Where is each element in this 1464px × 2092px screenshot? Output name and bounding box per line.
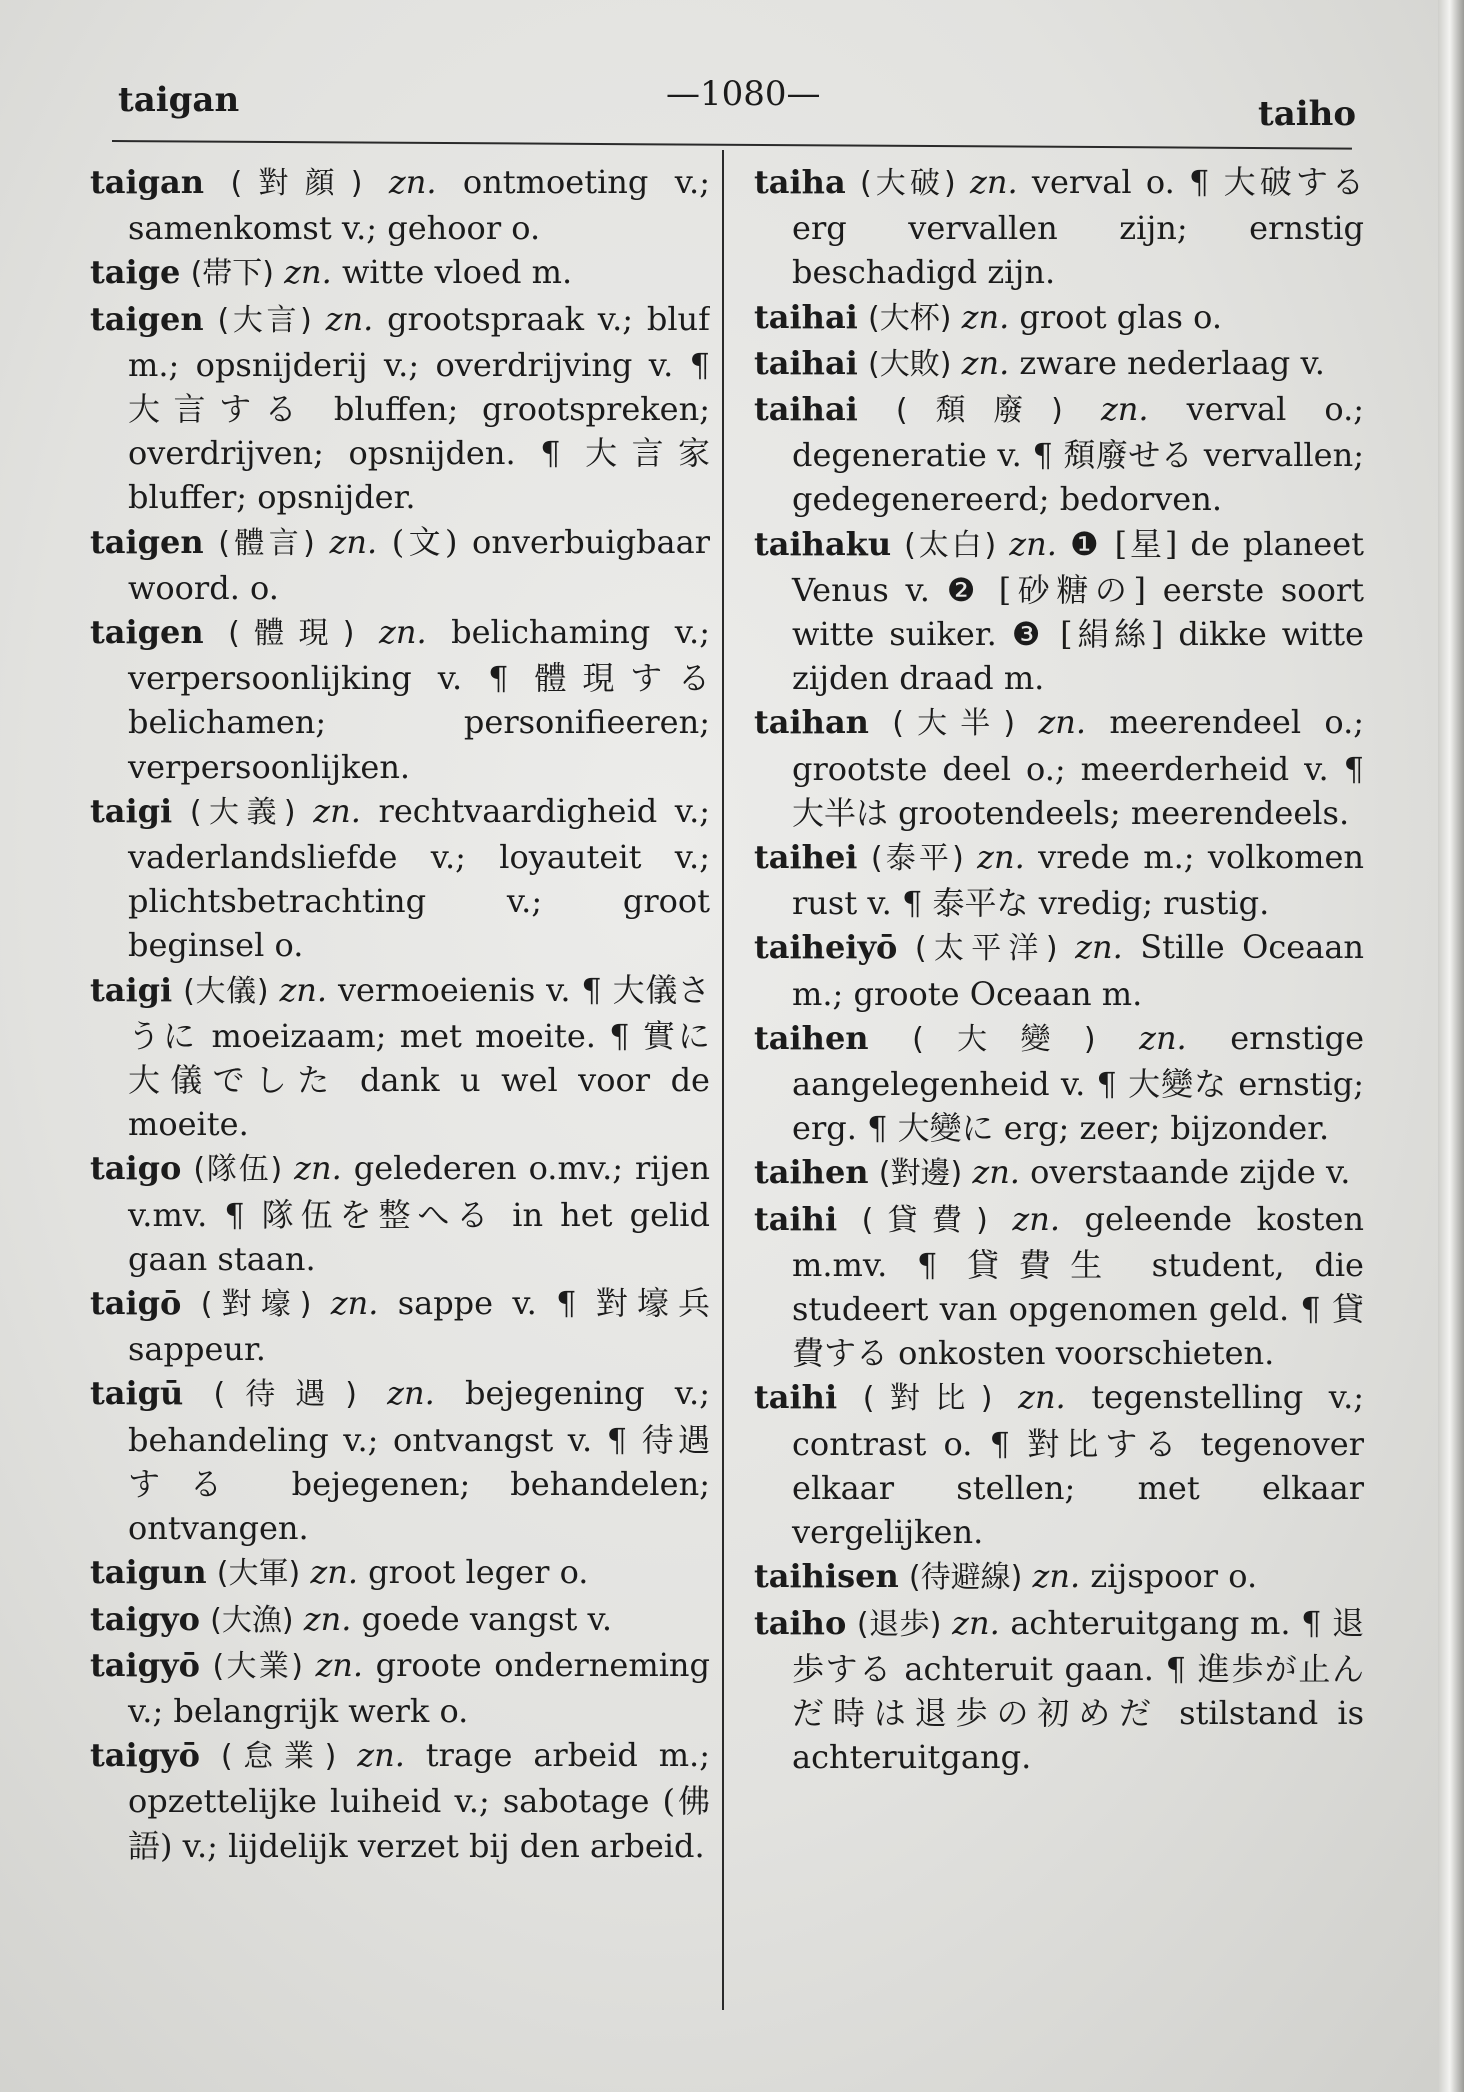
dictionary-entry — [90, 297, 710, 520]
definition: groote onderneming v.; belangrijk werk o. — [128, 1645, 710, 1730]
part-of-speech: zn. — [952, 1603, 1000, 1642]
headword: taigen — [90, 613, 204, 652]
page-header — [0, 0, 1464, 150]
definition: trage arbeid m.; opzettelijke luiheid v.; sabotage (佛語) v.; lijdelijk verzet bij den arbeid. — [128, 1736, 710, 1865]
kanji: (太平洋) — [914, 931, 1058, 967]
headword: taihisen — [754, 1557, 899, 1596]
definition: (文) onverbuigbaar woord. o. — [128, 522, 710, 607]
dictionary-entry — [90, 250, 710, 296]
kanji: (待避線) — [908, 1560, 1023, 1596]
kanji: (大破) — [859, 166, 956, 201]
headword: taiheiyō — [754, 928, 898, 967]
definition: achteruitgang m. ¶ 退歩する achteruit gaan. ¶ 進歩が止んだ時は退歩の初めだ stilstand is achteruitgang. — [792, 1603, 1364, 1777]
definition: ernstige aangelegenheid v. ¶ 大變な ernstig; erg. ¶ 大變に erg; zeer; bijzonder. — [792, 1018, 1364, 1148]
part-of-speech: zn. — [1038, 703, 1087, 742]
headword: taigen — [90, 299, 204, 338]
part-of-speech: zn. — [961, 297, 1010, 336]
headword: taigun — [90, 1553, 207, 1592]
kanji: (太白) — [904, 527, 997, 563]
dictionary-entry — [90, 1281, 710, 1371]
definition: groot glas o. — [1019, 297, 1223, 336]
kanji: (大變) — [912, 1021, 1096, 1057]
left-column — [90, 160, 710, 2020]
dictionary-entry — [90, 1597, 710, 1643]
headword: taigi — [90, 791, 173, 830]
page-number: —1080— — [666, 74, 821, 114]
right-column — [754, 160, 1364, 2020]
definition: rechtvaardigheid v.; vaderlandsliefde v.; loyauteit v.; plichtsbetrachting v.; groot beginsel o. — [128, 791, 710, 965]
part-of-speech: zn. — [294, 1149, 342, 1188]
part-of-speech: zn. — [284, 253, 332, 292]
definition: tegenstelling v.; contrast o. ¶ 對比する tegenover elkaar stellen; met elkaar vergelijken. — [792, 1378, 1364, 1552]
part-of-speech: zn. — [330, 1284, 379, 1323]
kanji: (對壕) — [200, 1287, 312, 1323]
part-of-speech: zn. — [310, 1553, 358, 1592]
part-of-speech: zn. — [387, 1374, 435, 1413]
definition: zware nederlaag v. — [1019, 343, 1325, 382]
kanji: (大業) — [212, 1648, 303, 1684]
definition: grootspraak v.; bluf m.; opsnijderij v.; overdrijving v. ¶ 大言する bluffen; grootspreken; overdrijven; opsnijden. ¶ 大言家 bluffer; opsnijder. — [128, 299, 710, 517]
dictionary-entry — [754, 341, 1364, 387]
dictionary-entry — [754, 835, 1364, 925]
part-of-speech: zn. — [977, 838, 1025, 877]
column-divider — [722, 150, 724, 2010]
headword: taiha — [754, 163, 846, 201]
definition: verval o.; degeneratie v. ¶ 頽廢せる vervallen; gedegenereerd; bedorven. — [792, 390, 1364, 519]
definition: witte vloed m. — [341, 253, 573, 292]
part-of-speech: zn. — [1032, 1557, 1081, 1596]
kanji: (帯下) — [190, 256, 274, 292]
kanji: (大漁) — [210, 1602, 294, 1638]
dictionary-entry — [90, 160, 710, 250]
dictionary-entry — [754, 1554, 1364, 1600]
headword: taigyō — [90, 1645, 200, 1684]
headword: taigyo — [90, 1599, 200, 1638]
dictionary-entry — [90, 1550, 710, 1596]
headword: taihei — [754, 838, 858, 877]
kanji: (退歩) — [856, 1606, 942, 1642]
definition: gelederen o.mv.; rijen v.mv. ¶ 隊伍を整へる in het gelid gaan staan. — [128, 1149, 710, 1278]
kanji: (對比) — [862, 1381, 993, 1417]
part-of-speech: zn. — [972, 1153, 1020, 1192]
dictionary-entry — [90, 610, 710, 789]
definition: vrede m.; volkomen rust v. ¶ 泰平な vredig; rustig. — [792, 838, 1364, 923]
definition: meerendeel o.; grootste deel o.; meerderheid v. ¶ 大半は grootendeels; meerendeels. — [792, 703, 1364, 832]
kanji: (泰平) — [870, 841, 964, 877]
kanji: (對邊) — [878, 1156, 963, 1192]
part-of-speech: zn. — [1075, 928, 1123, 967]
headword: taigen — [90, 522, 204, 561]
definition: zijspoor o. — [1090, 1557, 1258, 1596]
headword: taihai — [754, 343, 858, 382]
headword: taihi — [754, 1199, 838, 1238]
left-running-headword: taigan — [118, 80, 240, 120]
dictionary-entry — [754, 700, 1364, 835]
headword: taihaku — [754, 524, 892, 563]
definition: belichaming v.; verpersoonlijking v. ¶ 體現する belichamen; personifieeren; verpersoonlijken. — [128, 613, 710, 786]
dictionary-entry — [754, 387, 1364, 522]
dictionary-entry — [754, 1375, 1364, 1554]
part-of-speech: zn. — [329, 522, 378, 561]
headword: taigan — [90, 163, 205, 201]
kanji: (頽廢) — [895, 393, 1063, 429]
definition: sappe v. ¶ 對壕兵 sappeur. — [128, 1284, 710, 1369]
book-edge — [1438, 0, 1464, 2092]
headword: taihen — [754, 1153, 869, 1192]
definition: ontmoeting v.; samenkomst v.; gehoor o. — [128, 163, 710, 248]
part-of-speech: zn. — [315, 1645, 364, 1684]
part-of-speech: zn. — [313, 791, 361, 830]
right-running-headword: taiho — [1258, 94, 1357, 134]
definition: Stille Oceaan m.; groote Oceaan m. — [792, 928, 1364, 1013]
definition: verval o. ¶ 大破する erg vervallen zijn; ernstig beschadigd zijn. — [792, 163, 1364, 292]
headword: taihi — [754, 1378, 838, 1417]
part-of-speech: zn. — [303, 1599, 352, 1638]
dictionary-entry — [90, 789, 710, 968]
kanji: (怠業) — [220, 1739, 337, 1775]
definition: groot leger o. — [368, 1553, 589, 1592]
headword: taigo — [90, 1149, 182, 1188]
part-of-speech: zn. — [1018, 1378, 1066, 1417]
dictionary-entry — [754, 1197, 1364, 1376]
definition: bejegening v.; behandeling v.; ontvangst v. ¶ 待遇する bejegenen; behandelen; ontvangen. — [128, 1374, 710, 1548]
headword: taigō — [90, 1284, 182, 1323]
dictionary-entry — [754, 1150, 1364, 1196]
headword: taigi — [90, 970, 173, 1009]
definition: vermoeienis v. ¶ 大儀さうに moeizaam; met moeite. ¶ 實に大儀でした dank u wel voor de moeite. — [128, 970, 710, 1144]
kanji: (待遇) — [213, 1377, 357, 1413]
headword: taihan — [754, 703, 869, 742]
part-of-speech: zn. — [961, 343, 1010, 382]
kanji: (大儀) — [183, 973, 269, 1009]
headword: taihai — [754, 297, 858, 336]
definition: overstaande zijde v. — [1030, 1153, 1351, 1192]
part-of-speech: zn. — [969, 163, 1018, 201]
part-of-speech: zn. — [378, 613, 427, 652]
kanji: (大軍) — [216, 1556, 301, 1592]
kanji: (大敗) — [868, 346, 952, 382]
part-of-speech: zn. — [279, 970, 328, 1009]
definition: geleende kosten m.mv. ¶ 貸費生 student, die studeert van opgenomen geld. ¶ 貸費する onkosten voorschieten. — [792, 1199, 1364, 1373]
part-of-speech: zn. — [357, 1736, 405, 1775]
kanji: (對顔) — [230, 166, 363, 201]
dictionary-entry — [90, 1733, 710, 1868]
kanji: (體言) — [218, 525, 315, 561]
kanji: (大杯) — [868, 300, 952, 336]
part-of-speech: zn. — [1139, 1018, 1187, 1057]
headword: taihai — [754, 390, 858, 429]
dictionary-entry — [90, 1371, 710, 1550]
headword: taigū — [90, 1374, 184, 1413]
headword: taiho — [754, 1603, 847, 1642]
definition: ❶ [星] de planeet Venus v. ❷ [砂糖の] eerste soort witte suiker. ❸ [絹絲] dikke witte zijden draad m. — [792, 524, 1364, 698]
kanji: (體現) — [228, 616, 355, 652]
dictionary-entry — [754, 1016, 1364, 1151]
dictionary-entry — [754, 522, 1364, 701]
headword: taige — [90, 253, 181, 292]
dictionary-entry — [754, 295, 1364, 341]
headword: taigyō — [90, 1736, 200, 1775]
part-of-speech: zn. — [1012, 1199, 1061, 1238]
kanji: (大言) — [217, 302, 312, 338]
part-of-speech: zn. — [1100, 390, 1149, 429]
part-of-speech: zn. — [388, 163, 437, 201]
part-of-speech: zn. — [1009, 524, 1057, 563]
part-of-speech: zn. — [325, 299, 374, 338]
kanji: (大義) — [189, 794, 296, 830]
kanji: (隊伍) — [193, 1152, 283, 1188]
definition: goede vangst v. — [361, 1599, 612, 1638]
dictionary-entry — [90, 968, 710, 1147]
dictionary-entry — [754, 160, 1364, 295]
dictionary-entry — [754, 1601, 1364, 1780]
kanji: (貸費) — [861, 1202, 988, 1238]
dictionary-entry — [90, 1643, 710, 1733]
headword: taihen — [754, 1018, 869, 1057]
kanji: (大半) — [892, 706, 1016, 742]
dictionary-entry — [90, 1146, 710, 1281]
dictionary-entry — [754, 925, 1364, 1015]
dictionary-entry — [90, 520, 710, 610]
